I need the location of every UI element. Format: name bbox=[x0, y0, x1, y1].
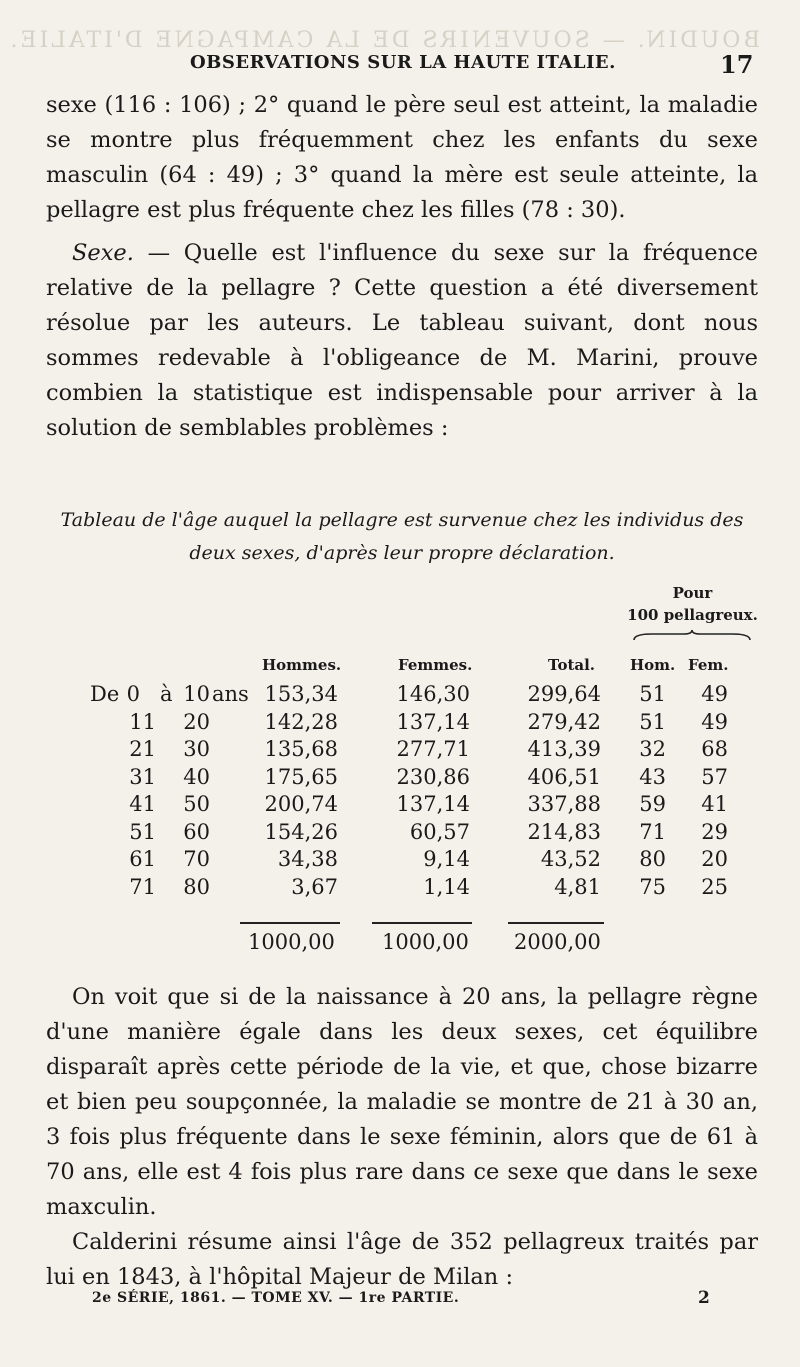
cell-hommes: 135,68 bbox=[264, 737, 338, 761]
header-hom: Hom. bbox=[630, 656, 676, 674]
cell-fem-percent: 68 bbox=[701, 737, 728, 761]
cell-femmes: 9,14 bbox=[423, 847, 470, 871]
cell-total: 4,81 bbox=[554, 874, 601, 899]
cell-total: 299,64 bbox=[527, 682, 601, 706]
cell-femmes: 137,14 bbox=[396, 792, 470, 816]
cell-fem-percent: 57 bbox=[701, 764, 728, 789]
paragraph-heredity: sexe (116 : 106) ; 2° quand le père seul est atteint, la maladie se montre plus fréquemment chez les enfants du sexe masculin (64 : 49) ; 3° quand la mère est seule atteinte, la pellagre est plus fréquente chez les filles (78 : 30). bbox=[46, 92, 758, 223]
intro-text bbox=[46, 88, 758, 446]
table-row bbox=[0, 737, 800, 765]
percent-header-line-2: 100 pellagreux. bbox=[627, 606, 758, 624]
table-row bbox=[0, 682, 800, 710]
header-femmes: Femmes. bbox=[398, 656, 473, 674]
header-total: Total. bbox=[548, 656, 596, 674]
page-footer bbox=[0, 1290, 800, 1320]
cell-hommes: 34,38 bbox=[277, 847, 338, 871]
section-lead: Sexe. bbox=[72, 240, 134, 266]
age-from: 11 bbox=[129, 709, 156, 734]
cell-total: 337,88 bbox=[527, 792, 601, 816]
caption-line-2: deux sexes, d'après leur propre déclaration. bbox=[189, 542, 615, 564]
cell-fem-percent: 25 bbox=[701, 874, 728, 899]
age-unit: ans bbox=[212, 682, 249, 706]
age-table bbox=[0, 580, 800, 970]
age-from: 51 bbox=[129, 819, 156, 844]
table-caption bbox=[46, 504, 758, 570]
row-prefix: De bbox=[90, 682, 120, 706]
footer-sheet-number: 2 bbox=[698, 1288, 710, 1308]
total-femmes: 1000,00 bbox=[382, 930, 469, 954]
cell-total: 406,51 bbox=[527, 764, 601, 789]
cell-hom-percent: 51 bbox=[639, 709, 666, 734]
table-row bbox=[0, 820, 800, 848]
paragraph-calderini: Calderini résume ainsi l'âge de 352 pellagreux traités par lui en 1843, à l'hôpital Majeur de Milan : bbox=[46, 1229, 758, 1290]
age-to: 70 bbox=[183, 847, 210, 871]
cell-hom-percent: 71 bbox=[639, 819, 666, 844]
cell-hom-percent: 75 bbox=[639, 874, 666, 899]
table-row bbox=[0, 710, 800, 738]
table-row bbox=[0, 875, 800, 903]
cell-fem-percent: 41 bbox=[701, 792, 728, 816]
cell-total: 214,83 bbox=[527, 819, 601, 844]
age-from: 71 bbox=[129, 874, 156, 899]
totals-row bbox=[0, 930, 800, 960]
running-title: OBSERVATIONS SUR LA HAUTE ITALIE. bbox=[190, 52, 616, 73]
age-from: 31 bbox=[129, 764, 156, 789]
conclusion-text bbox=[46, 980, 758, 1295]
cell-hommes: 200,74 bbox=[264, 792, 338, 816]
cell-total: 43,52 bbox=[540, 847, 601, 871]
caption-line-1: Tableau de l'âge auquel la pellagre est survenue chez les individus des bbox=[60, 509, 744, 531]
cell-hommes: 154,26 bbox=[264, 819, 338, 844]
age-to: 30 bbox=[183, 737, 210, 761]
age-to: 20 bbox=[183, 709, 210, 734]
brace-icon bbox=[632, 630, 752, 642]
percent-header bbox=[625, 582, 760, 626]
sum-rule-hommes bbox=[240, 922, 340, 924]
percent-header-line-1: Pour bbox=[672, 584, 713, 602]
header-fem: Fem. bbox=[688, 656, 729, 674]
cell-femmes: 60,57 bbox=[409, 819, 470, 844]
cell-femmes: 230,86 bbox=[396, 764, 470, 789]
cell-femmes: 146,30 bbox=[396, 682, 470, 706]
table-row bbox=[0, 792, 800, 820]
age-sep: à bbox=[160, 682, 173, 706]
cell-hom-percent: 51 bbox=[639, 682, 666, 706]
cell-hom-percent: 59 bbox=[639, 792, 666, 816]
total-hommes: 1000,00 bbox=[248, 930, 335, 954]
age-to: 40 bbox=[183, 764, 210, 789]
cell-fem-percent: 49 bbox=[701, 682, 728, 706]
cell-hom-percent: 32 bbox=[639, 737, 666, 761]
age-from: 21 bbox=[129, 737, 156, 761]
age-from: 0 bbox=[126, 682, 140, 706]
cell-femmes: 137,14 bbox=[396, 709, 470, 734]
cell-hommes: 3,67 bbox=[291, 874, 338, 899]
sum-rule-total bbox=[508, 922, 604, 924]
cell-femmes: 277,71 bbox=[396, 737, 470, 761]
cell-fem-percent: 20 bbox=[701, 847, 728, 871]
cell-hommes: 175,65 bbox=[264, 764, 338, 789]
paragraph-conclusion: On voit que si de la naissance à 20 ans, la pellagre règne d'une manière égale dans les deux sexes, cet équilibre disparaît après cette période de la vie, et que, chose bizarre et bien peu soupçonnée, la maladie se montre de 21 à 30 an, 3 fois plus fréquente dans le sexe féminin, alors que de 61 à 70 ans, elle est 4 fois plus rare dans ce sexe que dans le sexe maxculin. bbox=[46, 984, 758, 1220]
cell-hom-percent: 80 bbox=[639, 847, 666, 871]
cell-hom-percent: 43 bbox=[639, 764, 666, 789]
running-head bbox=[0, 48, 800, 88]
age-from: 41 bbox=[129, 792, 156, 816]
table-row bbox=[0, 765, 800, 793]
bleed-through-text: BOUDIN. — SOUVENIRS DE LA CAMPAGNE D'ITALIE. bbox=[7, 28, 760, 53]
page-number: 17 bbox=[720, 50, 754, 79]
cell-hommes: 153,34 bbox=[264, 682, 338, 706]
cell-total: 279,42 bbox=[527, 709, 601, 734]
age-to: 60 bbox=[183, 819, 210, 844]
sum-rule-femmes bbox=[372, 922, 472, 924]
age-to: 80 bbox=[183, 874, 210, 899]
cell-fem-percent: 29 bbox=[701, 819, 728, 844]
total-total: 2000,00 bbox=[514, 930, 601, 954]
cell-fem-percent: 49 bbox=[701, 709, 728, 734]
cell-total: 413,39 bbox=[527, 737, 601, 761]
age-from: 61 bbox=[129, 847, 156, 871]
cell-femmes: 1,14 bbox=[423, 874, 470, 899]
cell-hommes: 142,28 bbox=[264, 709, 338, 734]
age-to: 50 bbox=[183, 792, 210, 816]
paragraph-sexe bbox=[46, 236, 758, 446]
age-to: 10 bbox=[183, 682, 210, 706]
table-row bbox=[0, 847, 800, 875]
footer-signature: 2e SÉRIE, 1861. — TOME XV. — 1re PARTIE. bbox=[92, 1290, 460, 1306]
header-hommes: Hommes. bbox=[262, 656, 342, 674]
paragraph-sexe-body: — Quelle est l'influence du sexe sur la fréquence relative de la pellagre ? Cette question a été diversement résolue par les auteurs. Le tableau suivant, dont nous sommes redevable à l'obligeance de M. Marini, prouve combien la statistique est indispensable pour arriver à la solution de semblables problèmes : bbox=[46, 240, 758, 441]
